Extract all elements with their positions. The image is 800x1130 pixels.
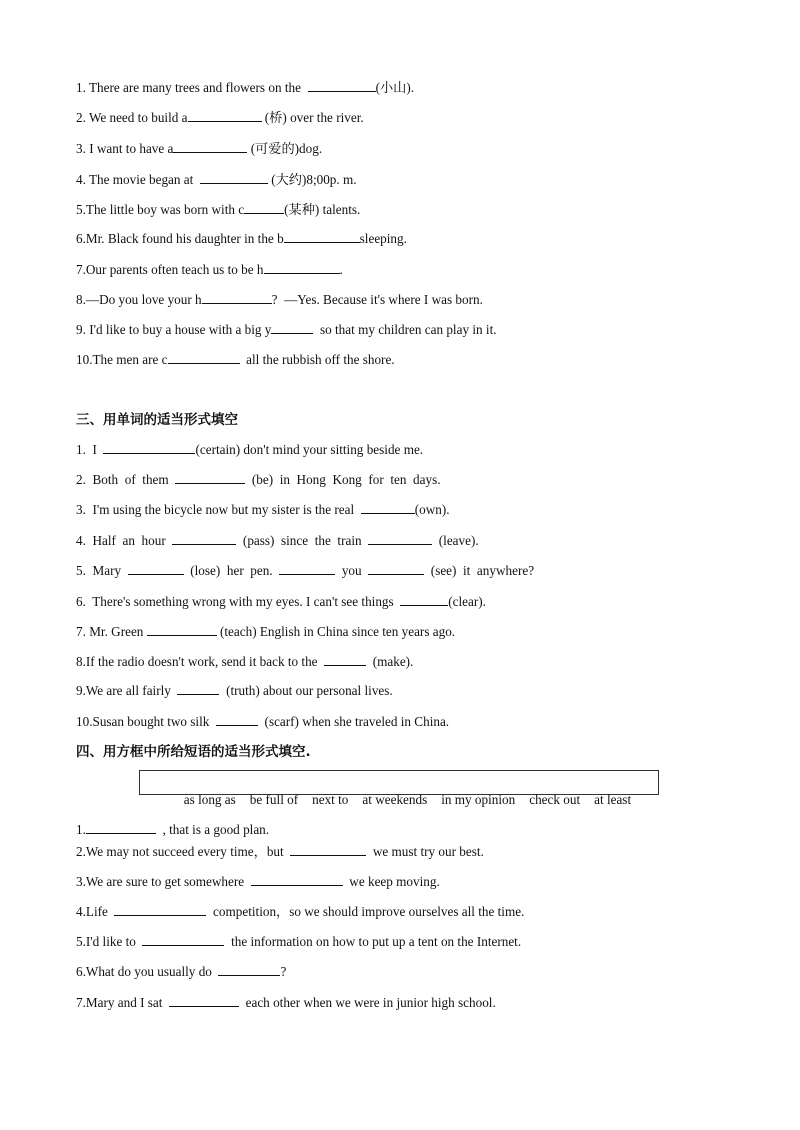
answer-blank[interactable]	[188, 109, 262, 122]
answer-blank[interactable]	[168, 351, 240, 364]
s4-item-7: 7.Mary and I sat each other when we were in junior high school.	[76, 995, 496, 1010]
s3-item-3: 3. I'm using the bicycle now but my sister is the real (own).	[76, 502, 450, 517]
answer-blank[interactable]	[216, 713, 258, 726]
s2-item-6: 6.Mr. Black found his daughter in the b sleeping.	[76, 231, 407, 246]
phrase-item: as long as	[183, 792, 236, 807]
s2-item-8: 8.—Do you love your h ? —Yes. Because it's where I was born.	[76, 292, 483, 307]
s4-item-3: 3.We are sure to get somewhere we keep moving.	[76, 874, 440, 889]
s2-item-10: 10.The men are c all the rubbish off the shore.	[76, 352, 395, 367]
phrase-list	[164, 773, 645, 827]
s3-item-6: 6. There's something wrong with my eyes. I can't see things (clear).	[76, 594, 486, 609]
s2-item-3: 3. I want to have a (可爱的)dog.	[76, 141, 323, 156]
s3-item-5: 5. Mary (lose) her pen. you (see) it anywhere?	[76, 563, 535, 578]
answer-blank[interactable]	[264, 261, 340, 274]
s3-item-9: 9.We are all fairly (truth) about our personal lives.	[76, 683, 393, 698]
s2-item-5: 5.The little boy was born with c (某种) talents.	[76, 202, 361, 217]
answer-blank[interactable]	[172, 532, 236, 545]
answer-blank[interactable]	[128, 562, 184, 575]
s4-item-6: 6.What do you usually do ?	[76, 964, 287, 979]
phrase-item: at weekends	[362, 792, 428, 807]
answer-blank[interactable]	[251, 873, 343, 886]
answer-blank[interactable]	[368, 532, 432, 545]
section-4-heading: 四、用方框中所给短语的适当形式填空.	[76, 744, 311, 760]
s2-item-4: 4. The movie began at (大约)8;00p. m.	[76, 172, 357, 187]
s2-item-9: 9. I'd like to buy a house with a big y so that my children can play in it.	[76, 322, 497, 337]
answer-blank[interactable]	[173, 140, 247, 153]
answer-blank[interactable]	[103, 441, 195, 454]
s4-item-2: 2.We may not succeed every time，but we must try our best.	[76, 844, 484, 859]
answer-blank[interactable]	[284, 230, 360, 243]
answer-blank[interactable]	[308, 79, 376, 92]
s4-item-1: 1. , that is a good plan.	[76, 822, 270, 837]
answer-blank[interactable]	[114, 903, 206, 916]
s3-item-10: 10.Susan bought two silk (scarf) when she traveled in China.	[76, 714, 450, 729]
phrase-item: check out	[529, 792, 581, 807]
s3-item-1: 1. I (certain) don't mind your sitting beside me.	[76, 442, 424, 457]
s4-item-4: 4.Life competition，so we should improve ourselves all the time.	[76, 904, 525, 919]
answer-blank[interactable]	[177, 682, 219, 695]
s3-item-4: 4. Half an hour (pass) since the train (leave).	[76, 533, 479, 548]
answer-blank[interactable]	[218, 963, 280, 976]
answer-blank[interactable]	[147, 623, 217, 636]
answer-blank[interactable]	[169, 994, 239, 1007]
phrase-item: next to	[312, 792, 349, 807]
s4-item-5: 5.I'd like to the information on how to put up a tent on the Internet.	[76, 934, 522, 949]
s3-item-8: 8.If the radio doesn't work, send it back to the (make).	[76, 654, 414, 669]
phrase-box	[139, 770, 659, 807]
answer-blank[interactable]	[279, 562, 335, 575]
s2-item-7: 7.Our parents often teach us to be h .	[76, 262, 343, 277]
answer-blank[interactable]	[271, 321, 313, 334]
answer-blank[interactable]	[200, 171, 268, 184]
answer-blank[interactable]	[400, 593, 448, 606]
phrase-item: be full of	[249, 792, 299, 807]
answer-blank[interactable]	[202, 291, 272, 304]
s2-item-1: 1. There are many trees and flowers on the (小山).	[76, 80, 415, 95]
s2-item-2: 2. We need to build a (桥) over the river.	[76, 110, 364, 125]
phrase-item: at least	[594, 792, 632, 807]
answer-blank[interactable]	[361, 501, 415, 514]
answer-blank[interactable]	[142, 933, 224, 946]
answer-blank[interactable]	[244, 201, 284, 214]
answer-blank[interactable]	[368, 562, 424, 575]
section-3-heading: 三、用单词的适当形式填空	[76, 412, 238, 428]
s3-item-7: 7. Mr. Green (teach) English in China since ten years ago.	[76, 624, 456, 639]
answer-blank[interactable]	[175, 471, 245, 484]
answer-blank[interactable]	[86, 821, 156, 834]
answer-blank[interactable]	[290, 843, 366, 856]
phrase-item: in my opinion	[441, 792, 516, 807]
s3-item-2: 2. Both of them (be) in Hong Kong for ten days.	[76, 472, 441, 487]
answer-blank[interactable]	[324, 653, 366, 666]
